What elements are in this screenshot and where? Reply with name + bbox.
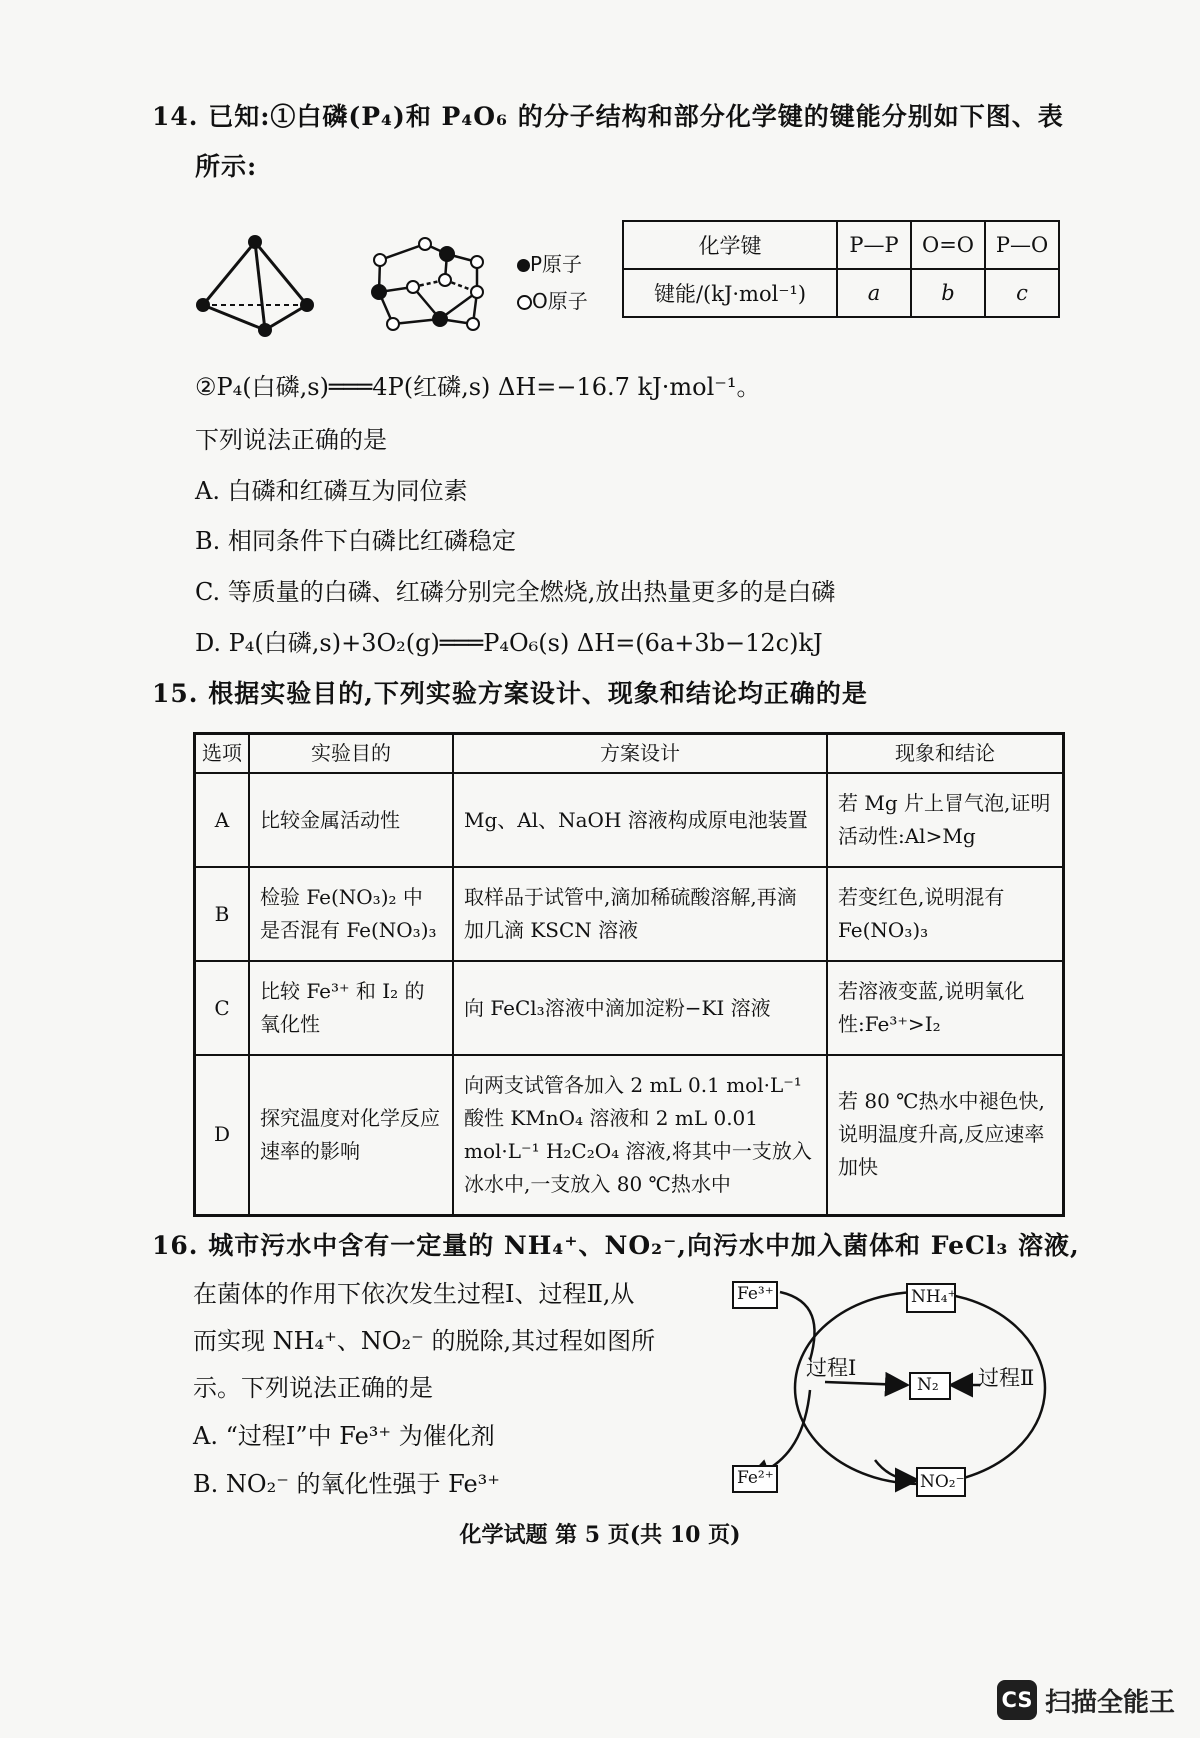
nh4-box: NH₄⁺ <box>911 1287 957 1307</box>
legend-p-atom <box>517 248 582 277</box>
q16-stem-line1: 16. 城市污水中含有一定量的 NH₄⁺、NO₂⁻,向污水中加入菌体和 FeCl₃ 溶液, <box>152 1231 1080 1260</box>
exp-option: A <box>195 773 250 867</box>
q14-option-d: D. P₄(白磷,s)+3O₂(g)═══P₄O₆(s) ΔH=(6a+3b−12c)kJ <box>195 629 823 657</box>
table-row <box>195 961 1064 1055</box>
experiment-table <box>193 732 1065 1217</box>
fe3-box: Fe³⁺ <box>737 1284 774 1304</box>
bond-table-header: P—O <box>985 221 1059 269</box>
white-phosphorus-structure <box>185 230 320 340</box>
bond-table-header: O=O <box>911 221 985 269</box>
exp-design: 向两支试管各加入 2 mL 0.1 mol·L⁻¹酸性 KMnO₄ 溶液和 2 mL 0.01 mol·L⁻¹ H₂C₂O₄ 溶液,将其中一支放入冰水中,一支放入 80 ℃热水中 <box>453 1055 827 1215</box>
exp-result: 若 Mg 片上冒气泡,证明活动性:Al>Mg <box>827 773 1064 867</box>
q14-option-c: C. 等质量的白磷、红磷分别完全燃烧,放出热量更多的是白磷 <box>195 578 836 606</box>
table-row <box>195 773 1064 867</box>
bond-table-row-label: 键能/(kJ·mol⁻¹) <box>623 269 837 317</box>
page-footer: 化学试题 第 5 页(共 10 页) <box>459 1522 741 1548</box>
q16-option-a: A. “过程Ⅰ”中 Fe³⁺ 为催化剂 <box>193 1422 495 1450</box>
table-row <box>195 1055 1064 1215</box>
q14-stem-line2: 所示: <box>195 152 258 181</box>
table-row <box>195 867 1064 961</box>
exp-result: 若变红色,说明混有 Fe(NO₃)₃ <box>827 867 1064 961</box>
exp-header: 实验目的 <box>249 734 453 774</box>
exp-purpose: 比较金属活动性 <box>249 773 453 867</box>
exp-result: 若 80 ℃热水中褪色快,说明温度升高,反应速率加快 <box>827 1055 1064 1215</box>
q14-reaction: ②P₄(白磷,s)═══4P(红磷,s) ΔH=−16.7 kJ·mol⁻¹。 <box>195 373 761 401</box>
exp-result: 若溶液变蓝,说明氧化性:Fe³⁺>I₂ <box>827 961 1064 1055</box>
p4o6-structure <box>365 232 495 347</box>
exp-header: 选项 <box>195 734 250 774</box>
watermark-text: 扫描全能王 <box>1045 1687 1176 1718</box>
process2-label: 过程Ⅱ <box>978 1366 1035 1390</box>
bond-table-header: P—P <box>837 221 911 269</box>
exp-header: 方案设计 <box>453 734 827 774</box>
exp-purpose: 探究温度对化学反应速率的影响 <box>249 1055 453 1215</box>
bond-energy-table <box>622 220 1060 318</box>
exp-option: D <box>195 1055 250 1215</box>
q15-stem: 15. 根据实验目的,下列实验方案设计、现象和结论均正确的是 <box>152 679 868 708</box>
filled-circle-icon <box>517 259 530 272</box>
fe3-arrow-line <box>780 1292 815 1360</box>
exp-design: 向 FeCl₃溶液中滴加淀粉−KI 溶液 <box>453 961 827 1055</box>
exp-design: Mg、Al、NaOH 溶液构成原电池装置 <box>453 773 827 867</box>
exp-purpose: 比较 Fe³⁺ 和 I₂ 的氧化性 <box>249 961 453 1055</box>
q16-option-b: B. NO₂⁻ 的氧化性强于 Fe³⁺ <box>193 1470 500 1498</box>
exp-header: 现象和结论 <box>827 734 1064 774</box>
fe2-box: Fe²⁺ <box>737 1468 774 1488</box>
camscanner-logo-icon: CS <box>997 1680 1037 1720</box>
process1-label: 过程Ⅰ <box>806 1356 857 1380</box>
q16-stem-line3: 而实现 NH₄⁺、NO₂⁻ 的脱除,其过程如图所 <box>193 1327 656 1355</box>
exp-option: B <box>195 867 250 961</box>
q14-option-b: B. 相同条件下白磷比红磷稳定 <box>195 527 516 555</box>
legend-p-label: P原子 <box>530 252 583 276</box>
q14-question: 下列说法正确的是 <box>195 426 387 454</box>
exp-purpose: 检验 Fe(NO₃)₂ 中是否混有 Fe(NO₃)₃ <box>249 867 453 961</box>
scanner-watermark <box>997 1680 1175 1720</box>
q14-option-a: A. 白磷和红磷互为同位素 <box>195 477 468 505</box>
hollow-circle-icon <box>517 295 532 310</box>
bond-table-cell: c <box>985 269 1059 317</box>
q14-stem-line1: 14. 已知:①白磷(P₄)和 P₄O₆ 的分子结构和部分化学键的键能分别如下图、表 <box>152 102 1064 131</box>
bond-table-cell: a <box>837 269 911 317</box>
exp-design: 取样品于试管中,滴加稀硫酸溶解,再滴加几滴 KSCN 溶液 <box>453 867 827 961</box>
bond-table-cell: b <box>911 269 985 317</box>
exp-option: C <box>195 961 250 1055</box>
legend-o-label: O原子 <box>532 289 588 313</box>
n2-box: N₂ <box>917 1375 939 1395</box>
fe2-arrow-line <box>750 1390 810 1478</box>
q16-stem-line2: 在菌体的作用下依次发生过程Ⅰ、过程Ⅱ,从 <box>193 1280 635 1308</box>
q16-stem-line4: 示。下列说法正确的是 <box>193 1374 433 1402</box>
bond-table-header: 化学键 <box>623 221 837 269</box>
no2-box: NO₂⁻ <box>920 1472 965 1492</box>
legend-o-atom <box>517 285 588 314</box>
